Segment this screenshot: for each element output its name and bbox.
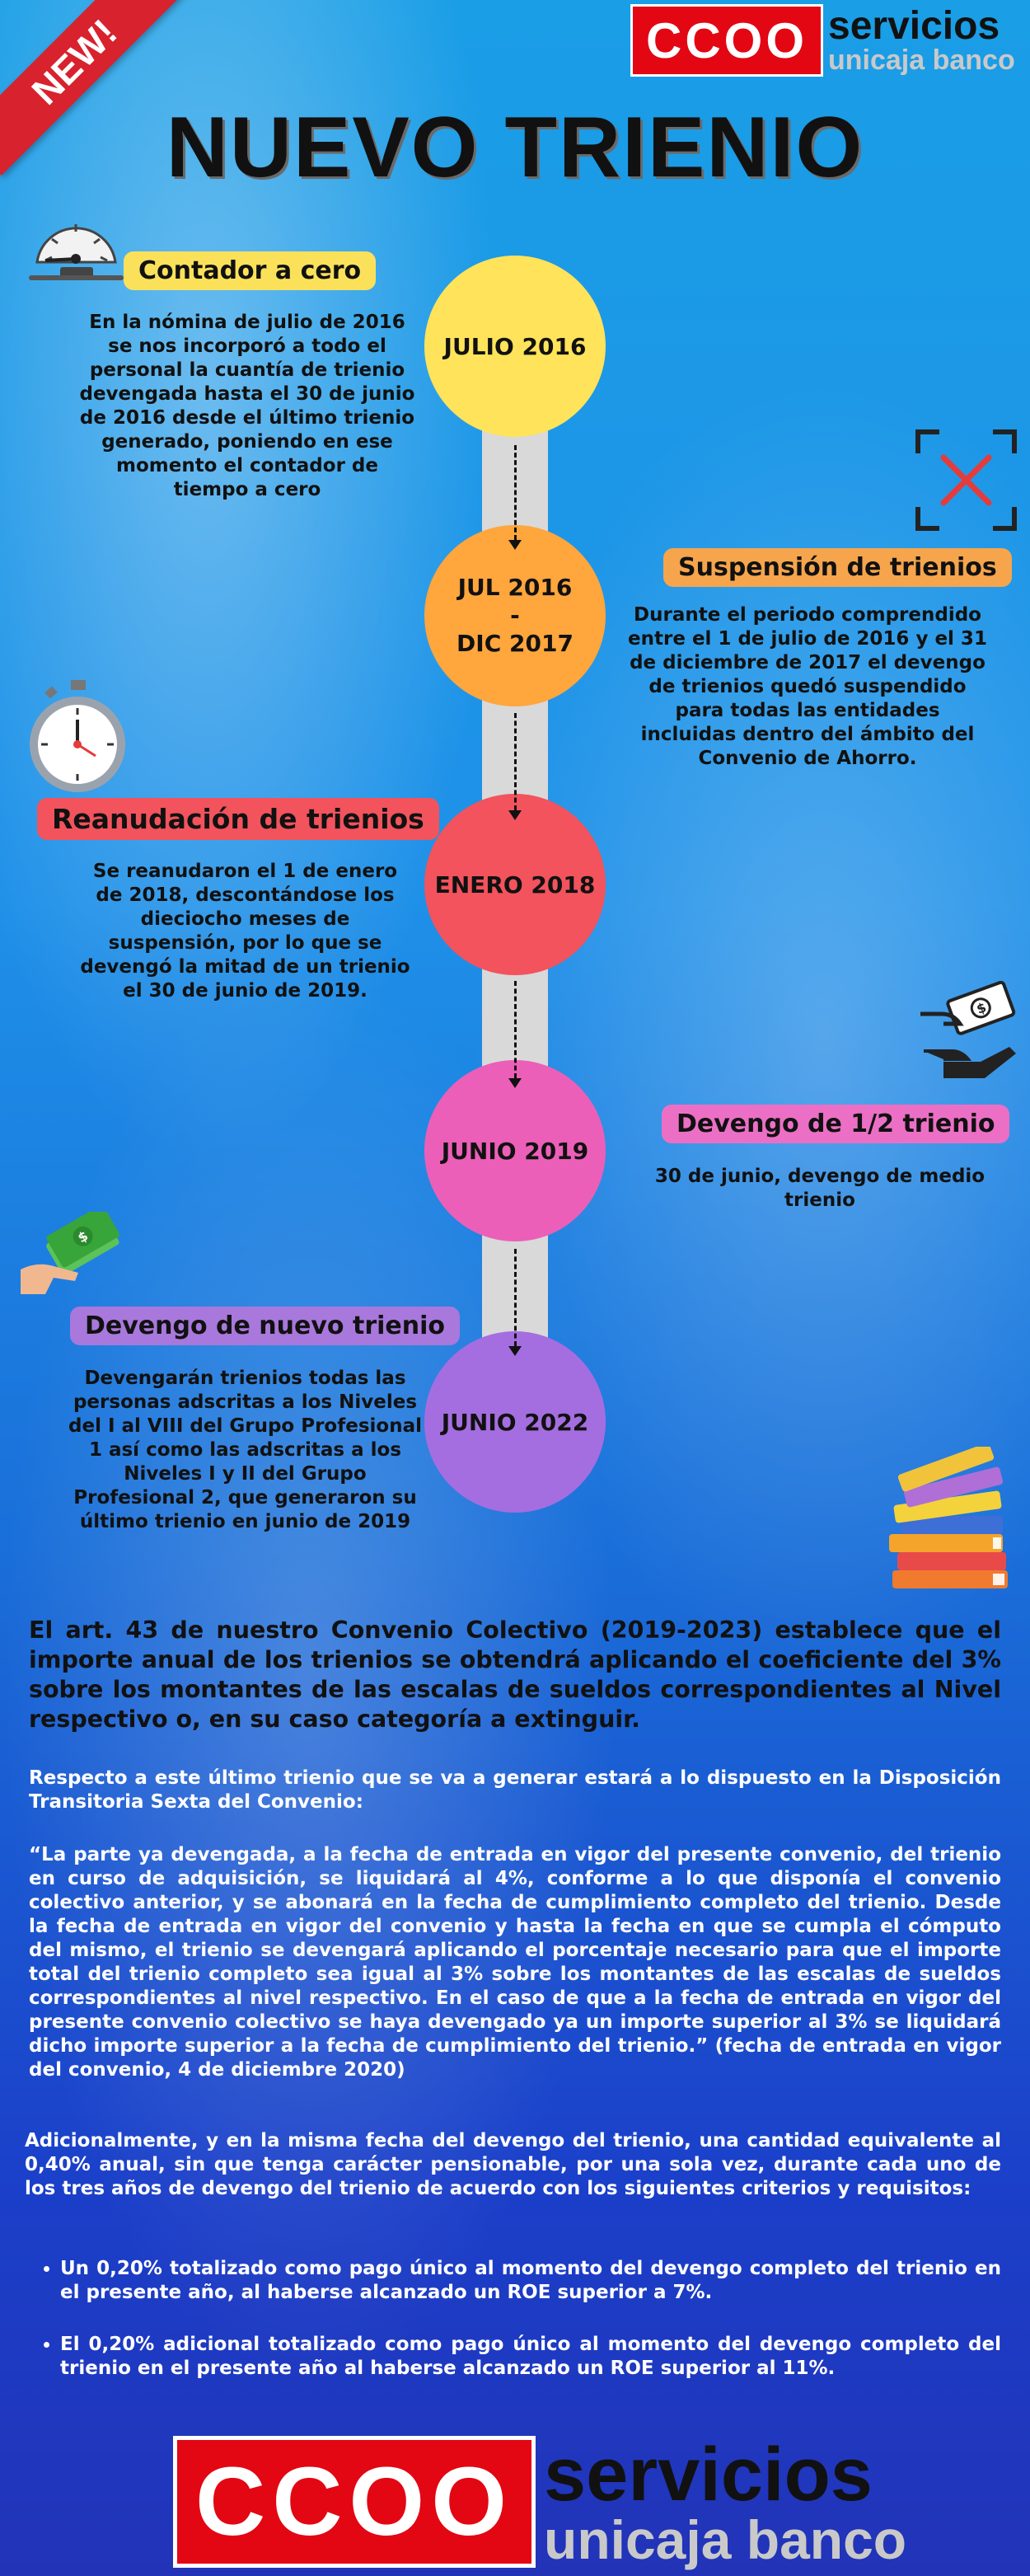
ccoo-logo-box xyxy=(630,4,823,77)
arrow-head xyxy=(508,810,522,820)
svg-text:$: $ xyxy=(974,999,989,1017)
close-icon xyxy=(915,429,1018,535)
logo-servicios: servicios xyxy=(544,2433,873,2517)
clock-icon xyxy=(26,680,129,799)
arrow-head xyxy=(508,540,522,550)
arrow-head xyxy=(508,1078,522,1088)
respect-text: Respecto a este último trienio que se va a generar estará a lo dispuesto en la Disposición Transitoria Sexta del Convenio: xyxy=(29,1767,1001,1813)
timeline-node-4: JUNIO 2019 xyxy=(424,1060,606,1241)
timeline-arrow xyxy=(514,981,517,1078)
medio-heading: Devengo de 1/2 trienio xyxy=(662,1105,1009,1143)
header-logo xyxy=(630,4,1015,77)
speedometer-icon xyxy=(29,204,124,286)
timeline-arrow xyxy=(514,713,517,810)
page-title: NUEVO TRIENIO xyxy=(166,100,864,195)
reanudacion-heading: Reanudación de trienios xyxy=(37,798,439,840)
nuevo-heading: Devengo de nuevo trienio xyxy=(70,1307,460,1345)
cash-hand-icon xyxy=(21,1212,119,1302)
logo-unicaja: unicaja banco xyxy=(544,2509,907,2570)
timeline-node-3: ENERO 2018 xyxy=(424,794,606,975)
footer-logo xyxy=(173,2433,907,2570)
timeline-node-1: JULIO 2016 xyxy=(424,256,606,437)
timeline-arrow xyxy=(514,1249,517,1346)
svg-text:$: $ xyxy=(74,1227,91,1246)
quote-text: “La parte ya devengada, a la fecha de entrada en vigor del presente convenio, del trienio en curso de adquisición, se liquidará al 4%, conforme a lo que disponía el convenio colectivo anterior, y se abonará en la fecha de cumplimiento completo del trienio. Desde la fecha de entrada en vigor del convenio y hasta la fecha en que se cumpla el cómputo del mismo, el trienio se devengará aplicando el porcentaje necesario para que el importe total del trienio completo sea igual al 3% sobre los montantes de las escalas de sueldos correspondientes al nivel respectivo. En el caso de que a la fecha de entrada en vigor del presente convenio colectivo se haya devengado ya un importe superior al 3% se liquidará dicho importe superior a la fecha de cumplimiento del trienio.” (fecha de entrada en vigor del convenio, 4 de diciembre 2020) xyxy=(29,1844,1001,2081)
logo-unicaja: unicaja banco xyxy=(828,45,1015,76)
timeline-node-2: JUL 2016 - DIC 2017 xyxy=(424,525,606,706)
logo-servicios: servicios xyxy=(828,4,1000,48)
medio-text: 30 de junio, devengo de medio trienio xyxy=(654,1166,986,1211)
timeline-arrow xyxy=(514,445,517,540)
timeline-node-5: JUNIO 2022 xyxy=(424,1331,606,1513)
criteria-list xyxy=(29,2257,1001,2409)
reanudacion-text: Se reanudaron el 1 de enero de 2018, descontándose los dieciocho meses de suspensión, por lo que se devengó la mitad de un trienio el 30 de junio de 2019. xyxy=(80,861,410,1002)
contador-text: En la nómina de julio de 2016 se nos incorporó a todo el personal la cuantía de trienio devengada hasta el 30 de junio de 2016 desde el último trienio generado, poniendo en ese momento el contador de tiempo a cero xyxy=(79,312,415,500)
suspension-heading: Suspensión de trienios xyxy=(663,548,1012,587)
ccoo-logo-box xyxy=(173,2436,536,2568)
additional-text: Adicionalmente, y en la misma fecha del devengo del trienio, una cantidad equivalente al 0,40% anual, sin que tenga carácter pensionable, por una sola vez, durante cada uno de los tres años de devengo del trienio de acuerdo con los siguientes criterios y requisitos: xyxy=(25,2130,1001,2199)
new-badge: NEW! xyxy=(0,0,188,176)
money-hand-icon xyxy=(919,981,1018,1087)
arrow-head xyxy=(508,1346,522,1356)
ccoo-letters: CCOO xyxy=(195,2447,513,2556)
contador-heading: Contador a cero xyxy=(124,251,376,290)
suspension-text: Durante el periodo comprendido entre el 1 de julio de 2016 y el 31 de diciembre de 2017 el devengo de trienios quedó suspendido para todas las entidades incluidas dentro del ámbito del Convenio de Ahorro. xyxy=(628,604,987,769)
list-item: • Un 0,20% totalizado como pago único al momento del devengo completo del trienio en el presente año, al haberse alcanzado un ROE superior a 7%. xyxy=(60,2257,1001,2305)
list-item: • El 0,20% adicional totalizado como pago único al momento del devengo completo del trienio en el presente año al haberse alcanzado un ROE superior al 11%. xyxy=(60,2333,1001,2381)
ccoo-letters: CCOO xyxy=(646,12,808,68)
books-icon xyxy=(886,1447,1018,1598)
article-text: El art. 43 de nuestro Convenio Colectivo (2019-2023) establece que el importe anual de los trienios se obtendrá aplicando el coeficiente del 3% sobre los montantes de las escalas de sueldos correspondientes al Nivel respectivo o, en su caso categoría a extinguir. xyxy=(29,1616,1001,1733)
nuevo-text: Devengarán trienios todas las personas adscritas a los Niveles del I al VIII del Grupo Profesional 1 así como las adscritas a los Niveles I y II del Grupo Profesional 2, que generaron su último trienio en junio de 2019 xyxy=(68,1368,422,1532)
